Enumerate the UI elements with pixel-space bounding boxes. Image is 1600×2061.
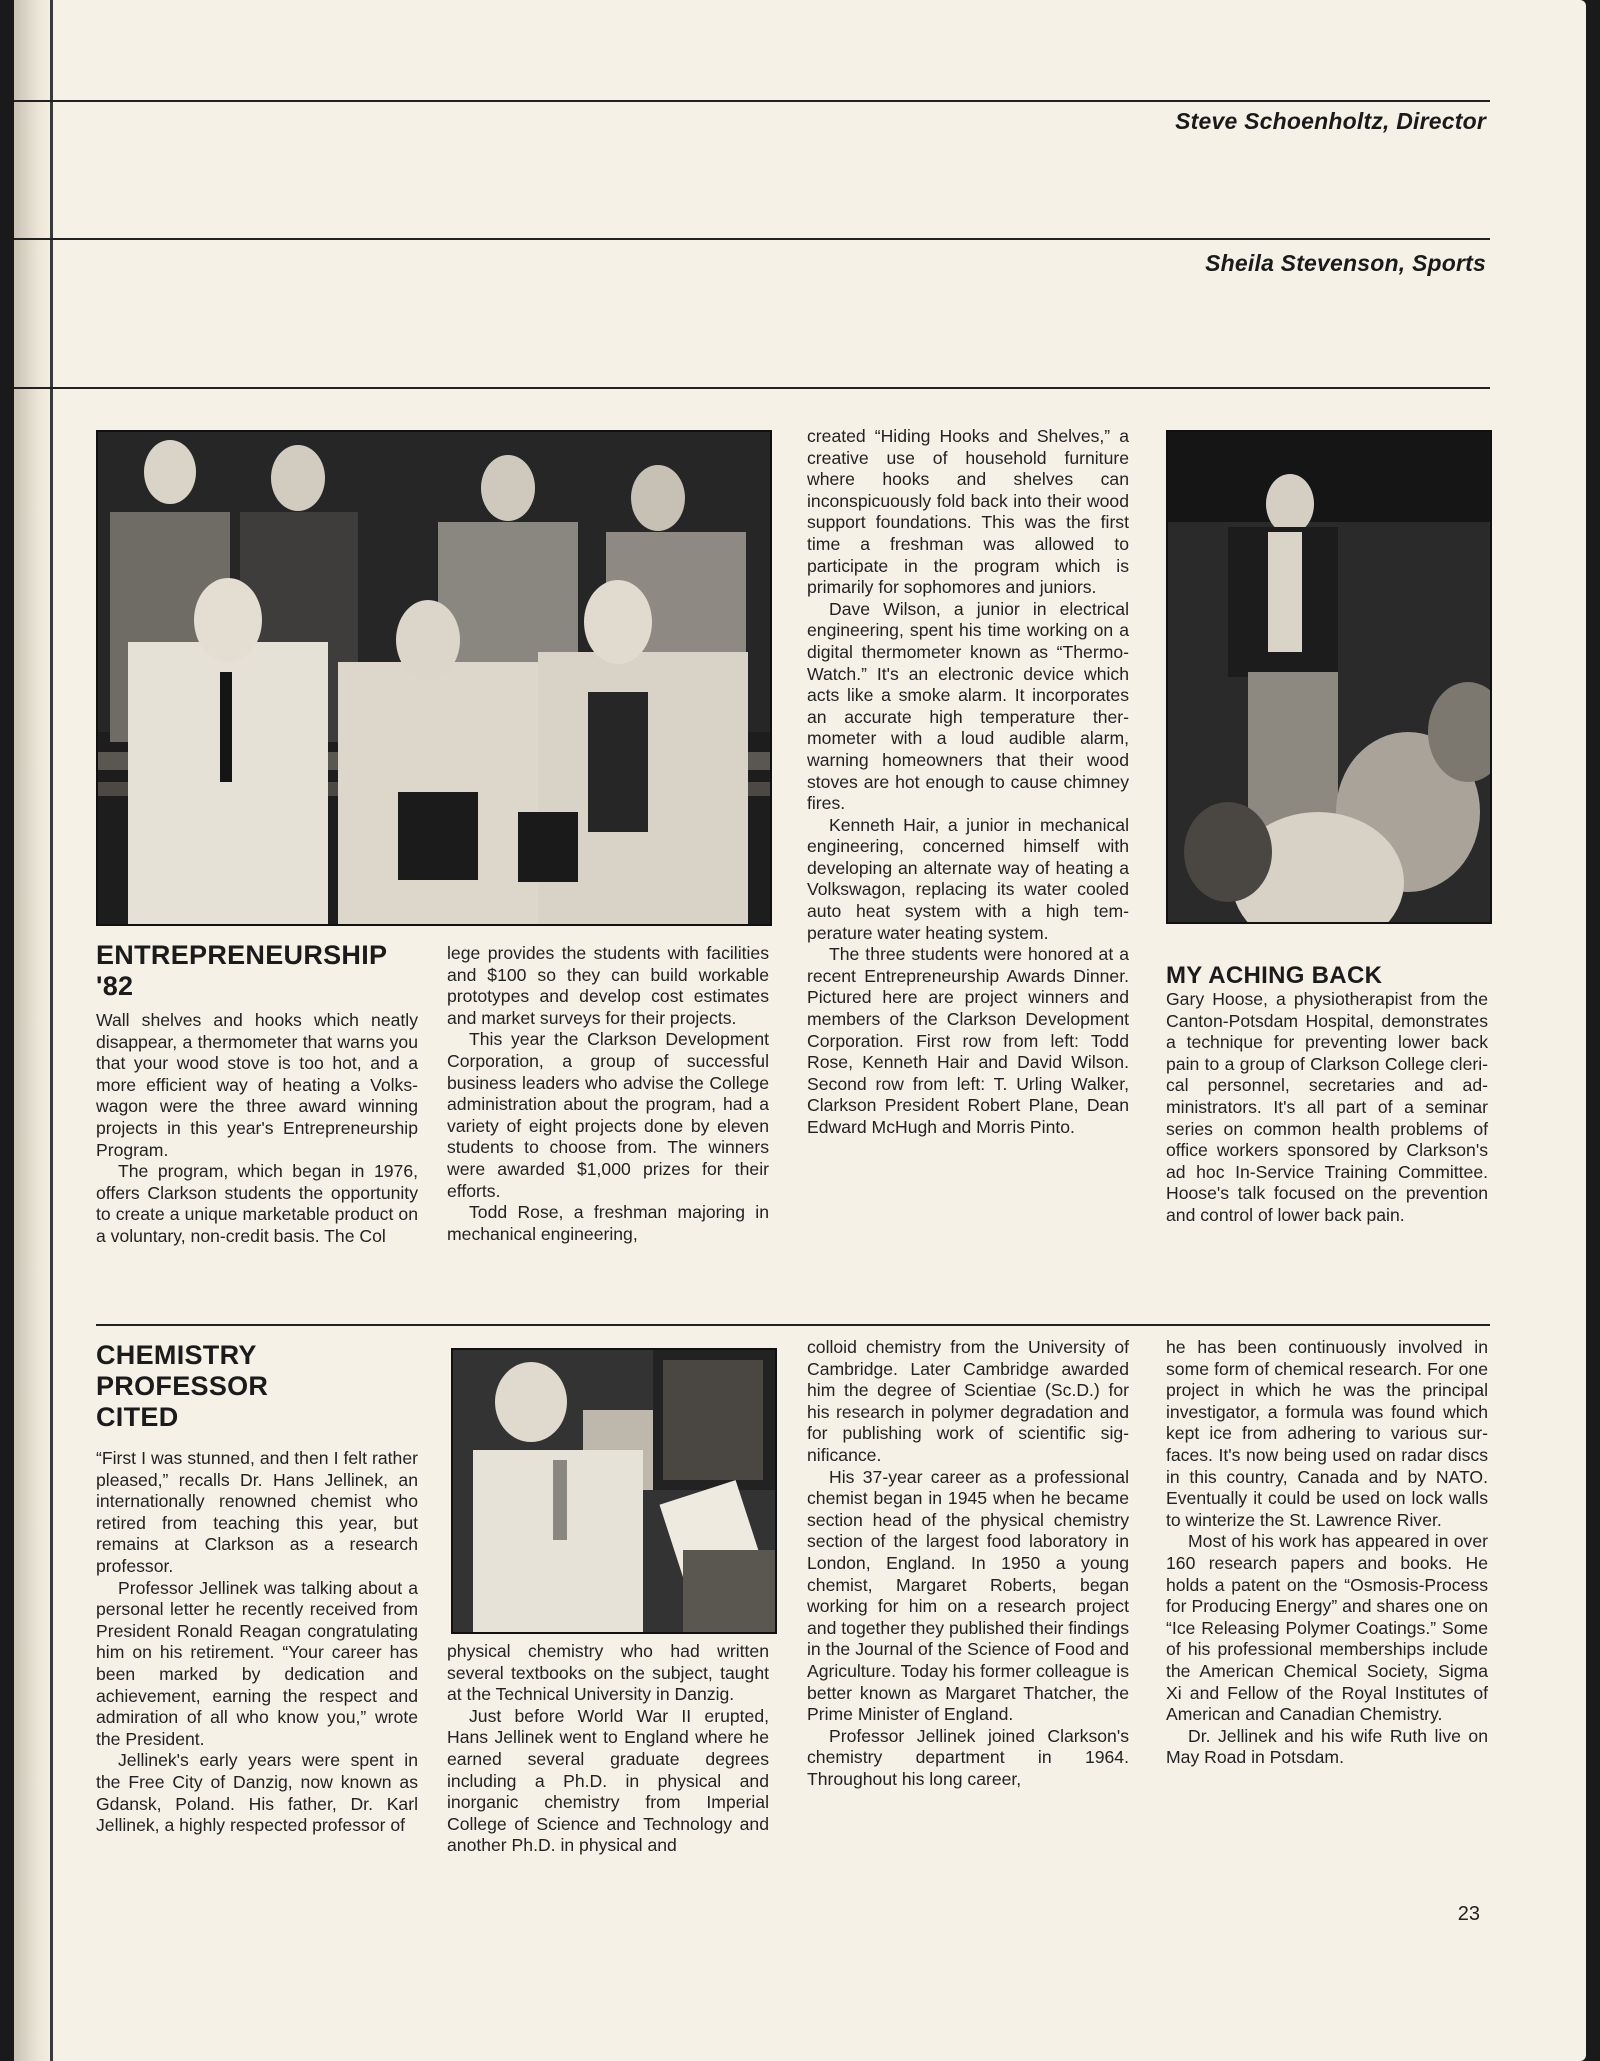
- chemistry-col4: [1166, 1337, 1488, 1769]
- paragraph: physical chemistry who had written several textbooks on the subject, taught at the Technical University in Danzig.: [447, 1641, 769, 1705]
- aching-back-body: [1166, 989, 1488, 1227]
- chemistry-headline-line2: PROFESSOR: [96, 1371, 269, 1401]
- paragraph: colloid chemistry from the University of Cambridge. Later Cambridge awarded him the degree of Scientiae (Sc.D.) for his research in polymer degradation and for publishing work of scientific significance.: [807, 1337, 1129, 1465]
- paragraph: His 37-year career as a professional chemist began in 1945 when he became section head of the physical chemistry section of the largest food laboratory in London, England. In 1950 a young chemist, Margaret Roberts, began working for him on a research project and together they published their findings in the Journal of the Science of Food and Agriculture. Today his former colleague is better known as Margaret Thatcher, the Prime Minister of England.: [807, 1466, 1129, 1725]
- paragraph: Professor Jellinek joined Clarkson's chemistry department in 1964. Throughout his long career,: [807, 1725, 1129, 1789]
- paragraph: Dave Wilson, a junior in electrical engineering, spent his time working on a digital thermometer known as “Thermo-Watch.” It's an electronic device which acts like a smoke alarm. It incorporates an accurate high temperature thermometer with a loud audible alarm, warning homeowners that their wood stoves are hot enough to cause chimney fires.: [807, 598, 1129, 814]
- paragraph: The program, which began in 1976, offers Clarkson students the opportunity to create a unique marketable product on a voluntary, non-credit basis. The Col: [96, 1161, 418, 1246]
- paragraph: This year the Clarkson Development Corporation, a group of successful business leaders who advise the College administration about the program, had a variety of eight projects done by eleven students to choose from. The winners were awarded $1,000 prizes for their efforts.: [447, 1029, 769, 1201]
- rule-top: [14, 100, 1490, 102]
- entrepreneurship-col2: [447, 943, 769, 1245]
- paragraph: created “Hiding Hooks and Shelves,” a creative use of household furniture where hooks and shelves can inconspicuously fold back into their wood support foundations. This was the first time a freshman was allowed to participate in the program which is primarily for sophomores and juniors.: [807, 426, 1129, 598]
- paragraph: Just before World War II erupted, Hans Jellinek went to England where he earned several graduate degrees including a Ph.D. in physical and inorganic chemistry from Imperial College of Science and Technology and another Ph.D. in physical and: [447, 1705, 769, 1856]
- magazine-page: [14, 0, 1586, 2061]
- chemistry-col1: [96, 1448, 418, 1837]
- entrepreneurship-headline: [96, 940, 426, 1002]
- paragraph: “First I was stunned, and then I felt rather pleased,” recalls Dr. Hans Jellinek, an internationally renowned chemist who retired from teaching this year, but remains at Clarkson as a research professor.: [96, 1448, 418, 1576]
- credit-sports: Sheila Stevenson, Sports: [1205, 250, 1486, 276]
- entrepreneurship-col1: [96, 1010, 418, 1248]
- chemistry-headline-line3: CITED: [96, 1402, 179, 1432]
- chemistry-col3: [807, 1337, 1129, 1790]
- page-number: 23: [1457, 1903, 1480, 1925]
- chemistry-headline-line1: CHEMISTRY: [96, 1340, 257, 1370]
- paragraph: Wall shelves and hooks which neatly disappear, a thermometer that warns you that your wood stove is too hot, and a more efficient way of heating a Volkswagon were the three award winning projects in this year's Entrepreneurship Program.: [96, 1010, 418, 1160]
- rule-third: [14, 387, 1490, 389]
- binding-edge: [50, 0, 53, 2061]
- credit-director: Steve Schoenholtz, Director: [1175, 108, 1486, 134]
- binding-gutter: [14, 0, 54, 2061]
- entrepreneurship-group-photo: [96, 430, 772, 926]
- paragraph: Most of his work has appeared in over 160 research papers and books. He holds a patent on the “Osmosis-Process for Producing Energy” and shares one on “Ice Releasing Polymer Coatings.” Some of his professional memberships include the American Chemical Society, Sigma Xi and Fellow of the Royal Institutes of American and Canadian Chemistry.: [1166, 1531, 1488, 1725]
- entrepreneurship-col3: [807, 426, 1129, 1139]
- rule-second: [14, 238, 1490, 240]
- entrepreneurship-headline-line1: ENTREPRENEURSHIP: [96, 940, 388, 970]
- paragraph: Professor Jellinek was talking about a personal letter he recently received from President Ronald Reagan congratulating him on his retirement. “Your career has been marked by dedication and achievement, earning the respect and admiration of all who know you,” wrote the President.: [96, 1577, 418, 1749]
- paragraph: Kenneth Hair, a junior in mechanical engineering, concerned himself with developing an alternate way of heating a Volkswagon, replacing its water cooled auto heat system with a high temperature water heating system.: [807, 814, 1129, 943]
- chemistry-headline: [96, 1340, 416, 1433]
- paragraph: Todd Rose, a freshman majoring in mechanical engineering,: [447, 1202, 769, 1244]
- paragraph: Jellinek's early years were spent in the Free City of Danzig, now known as Gdansk, Poland. His father, Dr. Karl Jellinek, a highly respected professor of: [96, 1750, 418, 1836]
- aching-back-headline: MY ACHING BACK: [1166, 962, 1383, 989]
- paragraph: he has been continuously involved in some form of chemical research. For one project in which he was the principal investigator, a formula was found which kept ice from adhering to various surfaces. It's now being used on radar discs in this country, Canada and by NATO. Eventually it could be used on lock walls to winterize the St. Lawrence River.: [1166, 1337, 1488, 1530]
- aching-back-photo: [1166, 430, 1492, 924]
- paragraph: The three students were honored at a recent Entrepreneurship Awards Dinner. Pictured here are project winners and members of the Clarkson Development Corporation. First row from left: Todd Rose, Kenneth Hair and David Wilson. Second row from left: T. Urling Walker, Clarkson President Robert Plane, Dean Edward McHugh and Morris Pinto.: [807, 944, 1129, 1137]
- chemistry-col2: [447, 1641, 769, 1857]
- paragraph: Dr. Jellinek and his wife Ruth live on May Road in Potsdam.: [1166, 1725, 1488, 1768]
- section-divider: [96, 1324, 1490, 1326]
- paragraph: lege provides the students with facilities and $100 so they can build workable prototypes and develop cost estimates and market surveys for their projects.: [447, 943, 769, 1028]
- entrepreneurship-headline-line2: '82: [96, 971, 134, 1001]
- chemistry-professor-photo: [451, 1348, 777, 1634]
- paragraph: Gary Hoose, a physiotherapist from the Canton-Potsdam Hospital, demonstrates a technique for preventing lower back pain to a group of Clarkson College clerical personnel, secretaries and administrators. It's all part of a seminar series on common health problems of office workers sponsored by Clarkson's ad hoc In-Service Training Committee. Hoose's talk focused on the prevention and control of lower back pain.: [1166, 989, 1488, 1225]
